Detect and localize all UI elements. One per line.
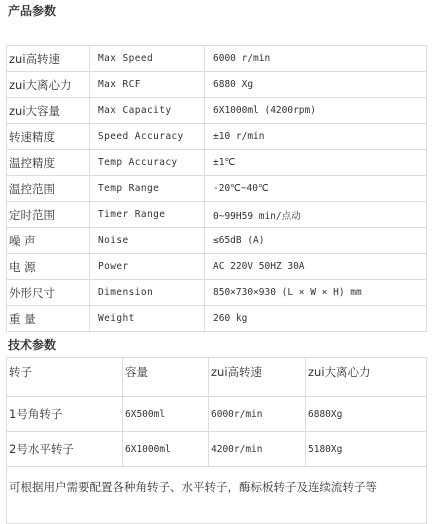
- tech-header-cell: 容量: [123, 358, 209, 397]
- rotor-cell: 1号角转子: [7, 397, 123, 432]
- param-english-name: Max RCF: [90, 72, 205, 98]
- param-value: ±1℃: [205, 150, 427, 176]
- rotor-cell: 6880Xg: [306, 397, 427, 432]
- tech-header-cell: zui高转速: [209, 358, 306, 397]
- param-name: 定时范围: [7, 202, 90, 228]
- product-params-table: [6, 45, 427, 332]
- rotor-cell: 5180Xg: [306, 432, 427, 467]
- param-english-name: Noise: [90, 228, 205, 254]
- param-row: [7, 202, 427, 228]
- rotor-cell: 4200r/min: [209, 432, 306, 467]
- param-name: 重 量: [7, 306, 90, 332]
- param-value: 260 kg: [205, 306, 427, 332]
- param-value: 850×730×930 (L × W × H) mm: [205, 280, 427, 306]
- param-row: [7, 306, 427, 332]
- tech-note: 可根据用户需要配置各种角转子、水平转子，酶标板转子及连续流转子等: [7, 467, 427, 524]
- rotor-cell: 6X1000ml: [123, 432, 209, 467]
- param-english-name: Dimension: [90, 280, 205, 306]
- param-english-name: Timer Range: [90, 202, 205, 228]
- param-value: 6000 r/min: [205, 46, 427, 72]
- rotor-cell: 6000r/min: [209, 397, 306, 432]
- param-english-name: Weight: [90, 306, 205, 332]
- param-value: 0~99H59 min/点动: [205, 202, 427, 228]
- param-value: ≤65dB (A): [205, 228, 427, 254]
- rotor-cell: 2号水平转子: [7, 432, 123, 467]
- param-row: [7, 280, 427, 306]
- param-value: 6880 Xg: [205, 72, 427, 98]
- param-name: 噪 声: [7, 228, 90, 254]
- param-row: [7, 124, 427, 150]
- param-english-name: Temp Range: [90, 176, 205, 202]
- rotor-cell: 6X500ml: [123, 397, 209, 432]
- param-row: [7, 46, 427, 72]
- param-english-name: Power: [90, 254, 205, 280]
- param-row: [7, 228, 427, 254]
- param-name: 温控范围: [7, 176, 90, 202]
- param-name: zui大离心力: [7, 72, 90, 98]
- product-params-title: 产品参数: [8, 4, 57, 18]
- param-row: [7, 98, 427, 124]
- tech-header-cell: zui大离心力: [306, 358, 427, 397]
- tech-params-table: [6, 357, 427, 524]
- param-value: -20℃~40℃: [205, 176, 427, 202]
- rotor-row: [7, 432, 427, 467]
- param-value: ±10 r/min: [205, 124, 427, 150]
- param-name: 电 源: [7, 254, 90, 280]
- param-name: 外形尺寸: [7, 280, 90, 306]
- param-english-name: Max Capacity: [90, 98, 205, 124]
- param-name: zui高转速: [7, 46, 90, 72]
- tech-header-cell: 转子: [7, 358, 123, 397]
- tech-params-title: 技术参数: [8, 338, 57, 352]
- param-name: zui大容量: [7, 98, 90, 124]
- param-name: 温控精度: [7, 150, 90, 176]
- tech-header-row: [7, 358, 427, 397]
- param-row: [7, 72, 427, 98]
- param-row: [7, 176, 427, 202]
- param-row: [7, 150, 427, 176]
- param-row: [7, 254, 427, 280]
- rotor-row: [7, 397, 427, 432]
- param-value: 6X1000ml (4200rpm): [205, 98, 427, 124]
- param-english-name: Speed Accuracy: [90, 124, 205, 150]
- param-value: AC 220V 50HZ 30A: [205, 254, 427, 280]
- param-name: 转速精度: [7, 124, 90, 150]
- param-english-name: Max Speed: [90, 46, 205, 72]
- param-english-name: Temp Accuracy: [90, 150, 205, 176]
